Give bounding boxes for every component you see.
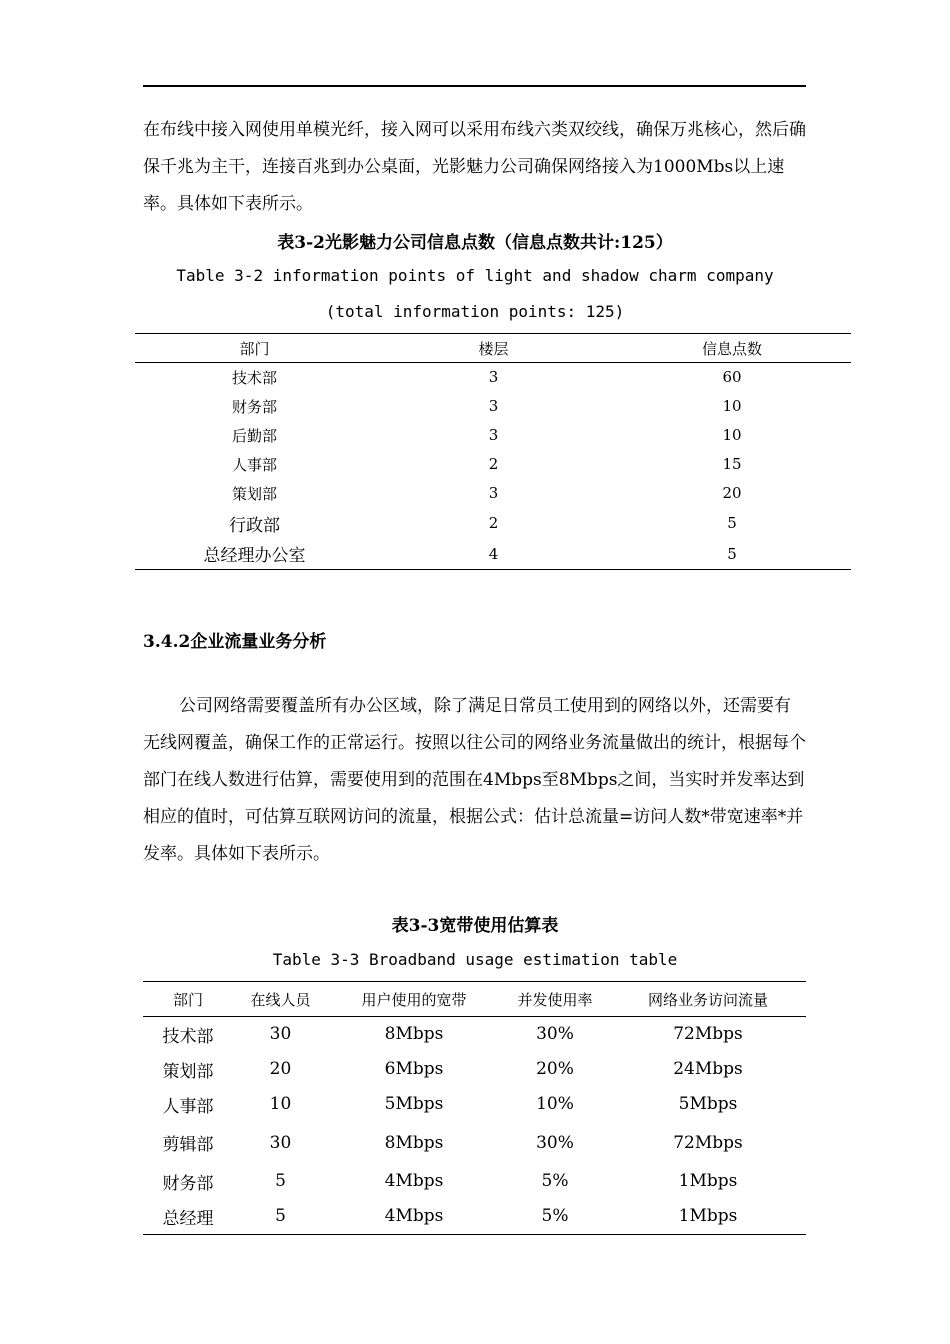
table-header-row [143,982,806,1017]
cell-floor: 3 [488,426,499,444]
table-row [135,421,851,450]
table-row [143,1122,806,1164]
cell-department: 人事部 [231,455,277,474]
cell-floor: 4 [488,544,499,563]
cell-user-bandwidth: 6Mbps [384,1059,444,1079]
table-3-2 [135,333,851,570]
cell-info-points: 10 [722,426,742,444]
cell-online-users: 30 [269,1024,292,1045]
table-3-3-caption-cn: 表3-3宽带使用估算表 [391,916,559,936]
cell-department: 行政部 [229,515,280,536]
cell-traffic: 5Mbps [678,1094,738,1114]
header-rule [143,85,806,87]
cell-concurrency-rate: 5% [541,1206,569,1227]
header-user-bandwidth: 用户使用的宽带 [361,990,467,1009]
header-online-users: 在线人员 [250,990,311,1009]
cell-traffic: 72Mbps [673,1024,743,1045]
cell-department: 策划部 [231,484,277,503]
cell-department: 剪辑部 [162,1135,214,1155]
cell-department: 总经理 [162,1208,214,1229]
cell-info-points: 5 [727,544,737,563]
table-row [143,1199,806,1235]
header-concurrency-rate: 并发使用率 [517,990,593,1009]
header-department: 部门 [172,990,203,1009]
table-row [135,539,851,570]
cell-department: 技术部 [231,368,277,387]
table-row [143,1017,806,1052]
cell-floor: 3 [488,484,499,502]
cell-online-users: 20 [269,1059,292,1079]
cell-concurrency-rate: 10% [536,1094,574,1114]
table-row [143,1164,806,1199]
cell-department: 技术部 [162,1026,214,1047]
cell-info-points: 60 [722,368,742,387]
cell-floor: 2 [488,455,499,473]
table-row [135,450,851,479]
cell-department: 后勤部 [231,426,277,445]
cell-online-users: 10 [269,1094,292,1114]
section-heading: 3.4.2企业流量业务分析 [143,632,327,652]
table-row [135,508,851,539]
cell-traffic: 72Mbps [673,1132,743,1153]
cell-concurrency-rate: 20% [536,1059,574,1079]
cell-traffic: 1Mbps [678,1206,738,1227]
cell-department: 财务部 [162,1173,214,1194]
cell-info-points: 20 [722,484,742,502]
table-row [143,1087,806,1122]
cell-info-points: 15 [722,455,742,473]
table-row [135,363,851,392]
cell-traffic: 1Mbps [678,1171,738,1191]
table-row [135,479,851,508]
cell-online-users: 30 [269,1132,292,1153]
paragraph-intro: 在布线中接入网使用单模光纤，接入网可以采用布线六类双绞线，确保万兆核心，然后确保千兆为主干，连接百兆到办公桌面，光影魅力公司确保网络接入为1000Mbs以上速率。具体如下表所示。 [143,120,806,214]
table-3-2-caption-en-line2: (total information points: 125) [325,302,625,321]
cell-online-users: 5 [275,1206,286,1227]
cell-concurrency-rate: 30% [536,1024,574,1045]
cell-online-users: 5 [275,1171,286,1191]
cell-department: 财务部 [231,397,277,416]
header-traffic: 网络业务访问流量 [647,990,768,1009]
cell-user-bandwidth: 8Mbps [384,1132,444,1153]
cell-concurrency-rate: 30% [536,1132,574,1153]
header-info-points: 信息点数 [701,339,762,358]
table-3-3 [143,981,806,1235]
table-header-row [135,334,851,363]
header-department: 部门 [239,339,270,358]
cell-floor: 3 [488,397,499,415]
table-row [135,392,851,421]
cell-floor: 3 [488,368,499,387]
cell-concurrency-rate: 5% [541,1171,569,1191]
table-3-3-caption-en: Table 3-3 Broadband usage estimation table [272,950,678,969]
cell-department: 人事部 [162,1096,214,1117]
cell-floor: 2 [488,514,499,532]
cell-user-bandwidth: 4Mbps [384,1206,444,1227]
table-row [143,1052,806,1087]
cell-department: 总经理办公室 [203,546,306,567]
cell-department: 策划部 [162,1061,214,1082]
table-3-2-caption-en-line1: Table 3-2 information points of light and shadow charm company [176,266,774,285]
cell-user-bandwidth: 8Mbps [384,1024,444,1045]
cell-traffic: 24Mbps [673,1059,743,1079]
header-floor: 楼层 [478,339,509,358]
paragraph-traffic-analysis: 公司网络需要覆盖所有办公区域，除了满足日常员工使用到的网络以外，还需要有无线网覆盖，确保工作的正常运行。按照以往公司的网络业务流量做出的统计，根据每个部门在线人数进行估算，需要使用到的范围在4Mbps至8Mbps之间，当实时并发率达到相应的值时，可估算互联网访问的流量，根据公式：估计总流量=访问人数*带宽速率*并发率。具体如下表所示。 [143,696,806,864]
cell-user-bandwidth: 5Mbps [384,1094,444,1114]
cell-info-points: 10 [722,397,742,415]
table-3-2-caption-cn: 表3-2光影魅力公司信息点数（信息点数共计:125） [277,233,673,253]
cell-info-points: 5 [727,514,737,532]
cell-user-bandwidth: 4Mbps [384,1171,444,1191]
